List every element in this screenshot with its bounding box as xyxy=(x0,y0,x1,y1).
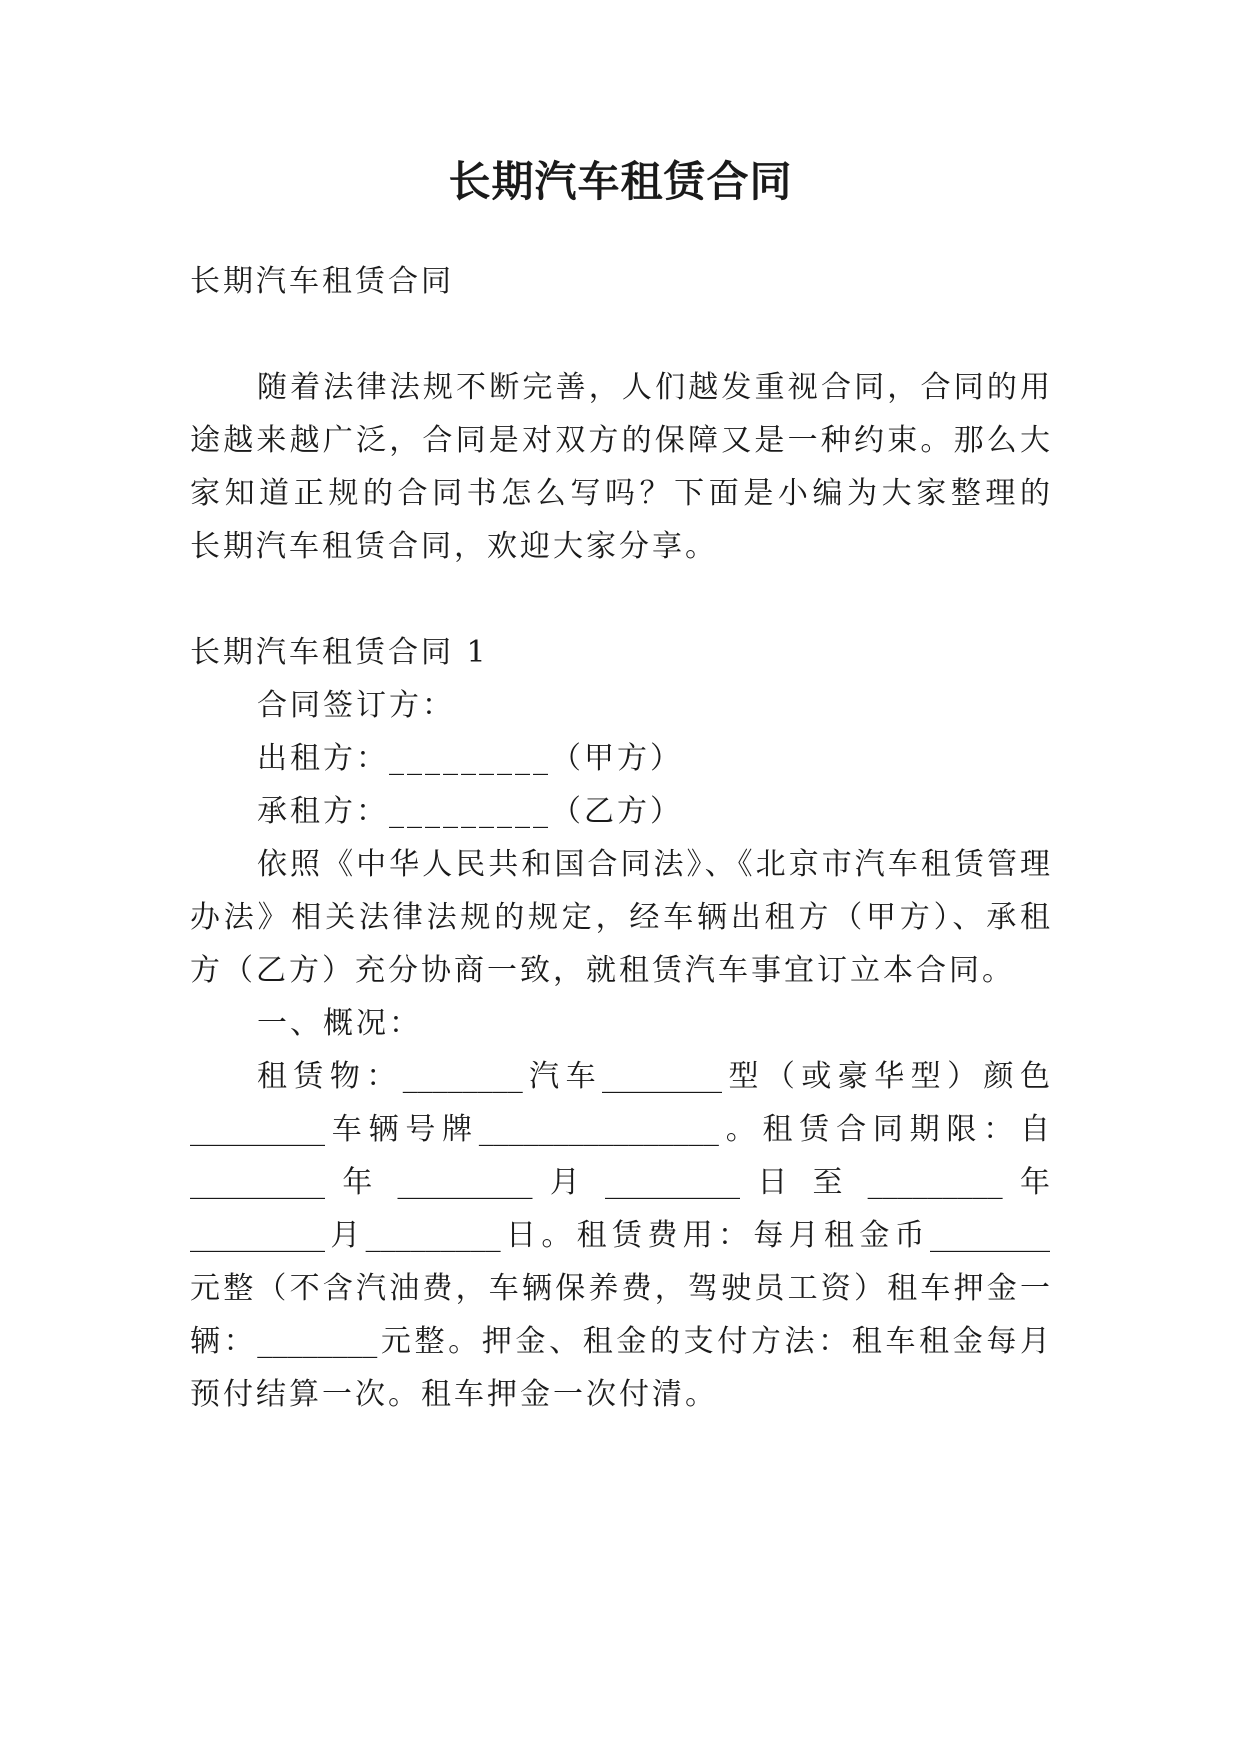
document-subtitle: 长期汽车租赁合同 xyxy=(190,264,454,299)
overview-line-2: _________车辆号牌________________。租赁合同期限：自 xyxy=(190,1112,1050,1147)
basis-line-3: 方（乙方）充分协商一致，就租赁汽车事宜订立本合同。 xyxy=(190,953,1015,988)
overview-line-4: _________月_________日。租赁费用：每月租金币________ xyxy=(190,1218,1050,1253)
document-title: 长期汽车租赁合同 xyxy=(448,157,793,206)
basis-line-1: 依照《中华人民共和国合同法》、《北京市汽车租赁管理 xyxy=(257,847,1050,882)
overview-line-3: _________ 年 _________ 月 _________ 日 至 _________ 年 xyxy=(190,1165,1050,1200)
overview-line-6: 辆：________元整。押金、租金的支付方法：租车租金每月 xyxy=(190,1324,1050,1359)
lessee-line: 承租方：_________（乙方） xyxy=(257,794,683,829)
overview-line-1: 租赁物：________汽车________型（或豪华型）颜色 xyxy=(257,1059,1050,1094)
intro-line-1: 随着法律法规不断完善，人们越发重视合同，合同的用 xyxy=(257,370,1050,405)
basis-line-2: 办法》相关法律法规的规定，经车辆出租方（甲方）、承租 xyxy=(190,900,1050,935)
intro-line-2: 途越来越广泛，合同是对双方的保障又是一种约束。那么大 xyxy=(190,423,1050,458)
section-heading: 长期汽车租赁合同 1 xyxy=(190,635,489,670)
parties-heading: 合同签订方： xyxy=(257,688,455,723)
overview-line-5: 元整（不含汽油费，车辆保养费，驾驶员工资）租车押金一 xyxy=(190,1271,1050,1306)
lessor-line: 出租方：_________（甲方） xyxy=(257,741,683,776)
overview-line-7: 预付结算一次。租车押金一次付清。 xyxy=(190,1377,718,1412)
overview-heading: 一、概况： xyxy=(257,1006,422,1041)
intro-line-3: 家知道正规的合同书怎么写吗？下面是小编为大家整理的 xyxy=(190,476,1050,511)
intro-line-4: 长期汽车租赁合同，欢迎大家分享。 xyxy=(190,529,718,564)
